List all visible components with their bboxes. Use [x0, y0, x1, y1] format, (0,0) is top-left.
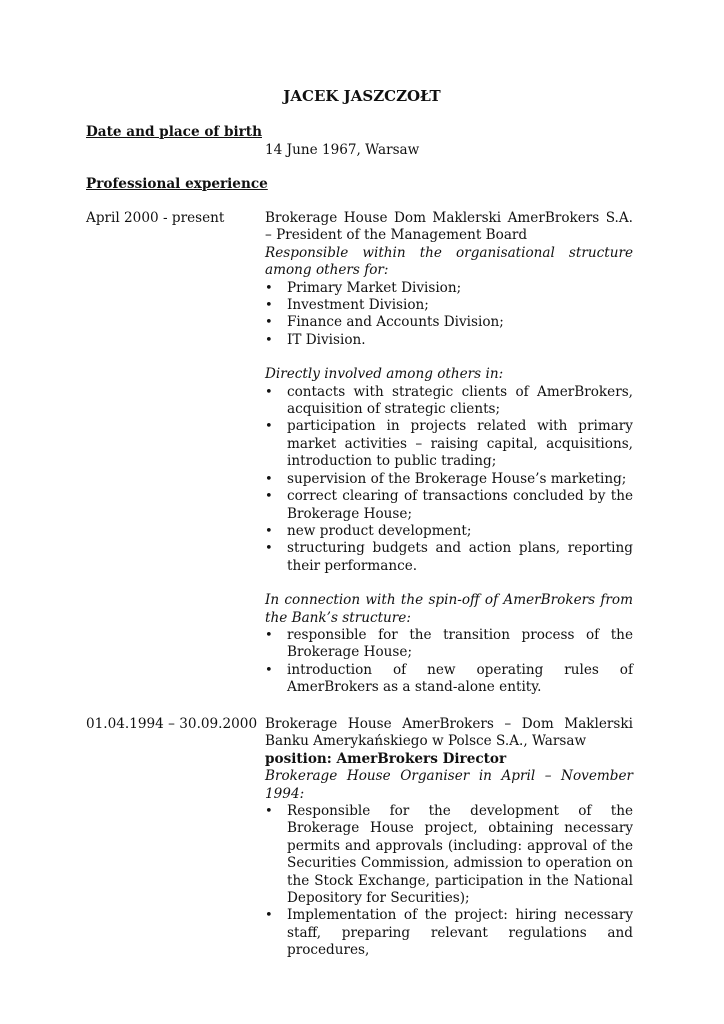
list-item: • structuring budgets and action plans, reporting their performance. [265, 540, 633, 575]
list-item: • Implementation of the project: hiring necessary staff, preparing relevant regulations and procedures, [265, 907, 633, 959]
list-item: • responsible for the transition process of the Brokerage House; [265, 627, 633, 662]
job2-details [265, 716, 633, 960]
person-name: JACEK JASZCZOŁT [283, 87, 441, 105]
job1-responsible-list [265, 280, 633, 350]
birth-heading: Date and place of birth [86, 124, 262, 140]
list-item: • Responsible for the development of the Brokerage House project, obtaining necessary permits and approvals (including: approval of the Securities Commission, admission to operation on the Stock Exchange, participation in the National Depository for Securities); [265, 803, 633, 907]
job2-organiser-list [265, 803, 633, 960]
spacer [265, 575, 633, 592]
job1-dates: April 2000 - present [86, 210, 225, 226]
job1-involved-list [265, 384, 633, 575]
list-item: • Finance and Accounts Division; [265, 314, 633, 331]
list-item: • Investment Division; [265, 297, 633, 314]
job1-details [265, 210, 633, 697]
job2-organiser-intro: Brokerage House Organiser in April – November 1994: [265, 768, 633, 802]
job1-responsible-intro: Responsible within the organisational structure among others for: [265, 244, 633, 279]
job2-employer: Brokerage House AmerBrokers – Dom Maklerski Banku Amerykańskiego w Polsce S.A., Warsaw [265, 716, 633, 750]
job2-position: position: AmerBrokers Director [265, 750, 507, 767]
job1-spinoff-intro: In connection with the spin-off of AmerBrokers from the Bank’s structure: [265, 592, 633, 626]
list-item: • participation in projects related with primary market activities – raising capital, acquisitions, introduction to public trading; [265, 418, 633, 470]
spacer [265, 349, 633, 366]
job1-involved-intro: Directly involved among others in: [265, 366, 504, 383]
job1-employer: Brokerage House Dom Maklerski AmerBrokers S.A. – President of the Management Board [265, 210, 633, 244]
job2-dates: 01.04.1994 – 30.09.2000 [86, 716, 258, 732]
list-item: • new product development; [265, 523, 633, 540]
list-item: • IT Division. [265, 332, 633, 349]
experience-heading: Professional experience [86, 176, 268, 192]
list-item: • Primary Market Division; [265, 280, 633, 297]
list-item: • supervision of the Brokerage House’s marketing; [265, 471, 633, 488]
list-item: • correct clearing of transactions concluded by the Brokerage House; [265, 488, 633, 523]
list-item: • contacts with strategic clients of AmerBrokers, acquisition of strategic clients; [265, 384, 633, 419]
birth-value: 14 June 1967, Warsaw [265, 142, 420, 158]
job1-spinoff-list [265, 627, 633, 697]
list-item: • introduction of new operating rules of AmerBrokers as a stand-alone entity. [265, 662, 633, 697]
